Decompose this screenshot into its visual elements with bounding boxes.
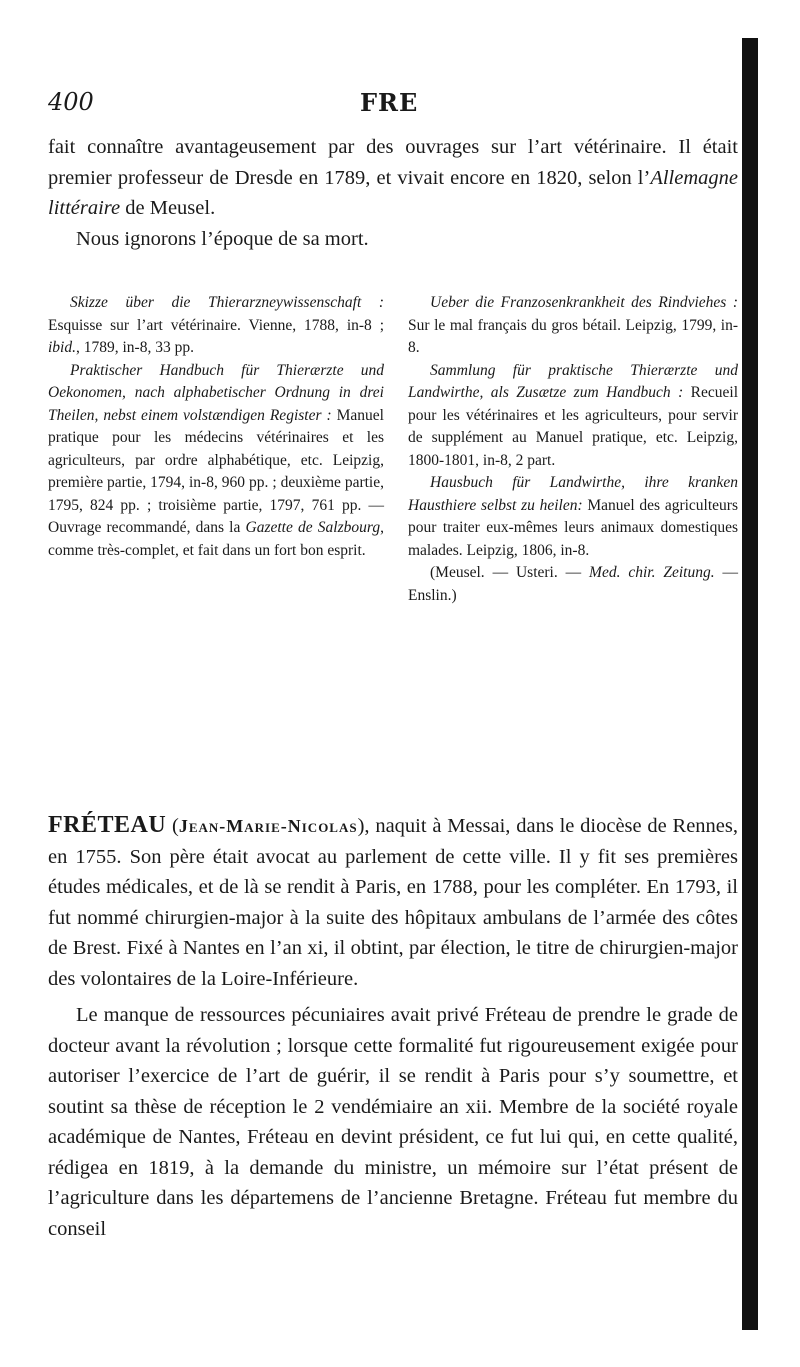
bio-paragraph-1: FRÉTEAU (Jean-Marie-Nicolas), naquit à Messai, dans le diocèse de Rennes, en 1755. Son père était avocat au parlement de cette ville. Il y fit ses premières études médicales, et de là se rendit à Paris, en 1788, pour les compléter. En 1793, il fut nommé chirurgien-major à la suite des hôpitaux ambulans de l’armée des côtes de Brest. Fixé à Nantes en l’an xi, il obtint, par élection, le titre de chirurgien-major des volontaires de la Loire-Inférieure. <box>48 812 739 990</box>
page-edge-bar <box>742 38 758 1330</box>
reference-sources: (Meusel. — Usteri. — Med. chir. Zeitung. — Enslin.) <box>408 564 739 604</box>
intro-paragraph-1: fait connaître avantageusement par des ouvrages sur l’art vétérinaire. Il était premier professeur de Dresde en 1789, et vivait encore en 1820, selon l’Allemagne littéraire de Meusel. <box>48 136 738 219</box>
bio-paragraph-2: Le manque de ressources pécuniaires avait privé Fréteau de prendre le grade de docteur avant la révolution ; lorsque cette formalité fut rigoureusement exigée pour autoriser l’exercice de l’art de guérir, il se rendit à Paris pour s’y soumettre, et soutint sa thèse de réception le 2 vendémiaire an xii. Membre de la société royale académique de Nantes, Fréteau en devint président, ce fut lui qui, en cette qualité, rédigea en 1819, à la demande du ministre, un mémoire sur l’état présent de l’agriculture dans les départemens de l’ancienne Bretagne. Fréteau fut membre du conseil <box>48 1004 738 1240</box>
page-header <box>48 88 728 118</box>
page-number: 400 <box>48 88 94 116</box>
biography-entry <box>48 810 738 1244</box>
reference-entry: Sammlung für praktische Thierærzte und Landwirthe, als Zusætze zum Handbuch : Recueil pour les vétérinaires et les agriculteurs, pour servir de supplément au Manuel pratique, etc. Leipzig, 1800-1801, in-8, 2 part. <box>408 361 738 469</box>
given-names: Jean-Marie-Nicolas <box>178 816 358 836</box>
left-column <box>48 292 384 562</box>
reference-entry: Praktischer Handbuch für Thierærzte und Oekonomen, nach alphabetischer Ordnung in drei Theilen, nebst einem volstændigen Register : Manuel pratique pour les médecins vétérinaires et les agriculteurs, par ordre alphabétique, etc. Leipzig, première partie, 1794, in-8, 960 pp. ; deuxième partie, 1795, 824 pp. ; troisième partie, 1797, 761 pp. — Ouvrage recommandé, dans la Gazette de Salzbourg, comme très-complet, et fait dans un fort bon esprit. <box>48 361 384 559</box>
intro-paragraph-2: Nous ignorons l’époque de sa mort. <box>76 227 369 250</box>
intro-text <box>48 132 738 254</box>
running-head: FRE <box>360 88 419 117</box>
bibliography-columns <box>48 292 738 772</box>
reference-entry: Skizze über die Thierarzneywissenschaft : Esquisse sur l’art vétérinaire. Vienne, 1788, in-8 ; ibid., 1789, in-8, 33 pp. <box>48 294 384 356</box>
reference-entry: Ueber die Franzosenkrankheit des Rindviehes : Sur le mal français du gros bétail. Leipzig, 1799, in-8. <box>408 294 738 356</box>
entry-name: FRÉTEAU <box>48 812 167 838</box>
reference-entry: Hausbuch für Landwirthe, ihre kranken Hausthiere selbst zu heilen: Manuel des agriculteurs pour traiter eux-mêmes leurs animaux domestiques malades. Leipzig, 1806, in-8. <box>408 474 738 559</box>
right-column <box>408 292 738 607</box>
